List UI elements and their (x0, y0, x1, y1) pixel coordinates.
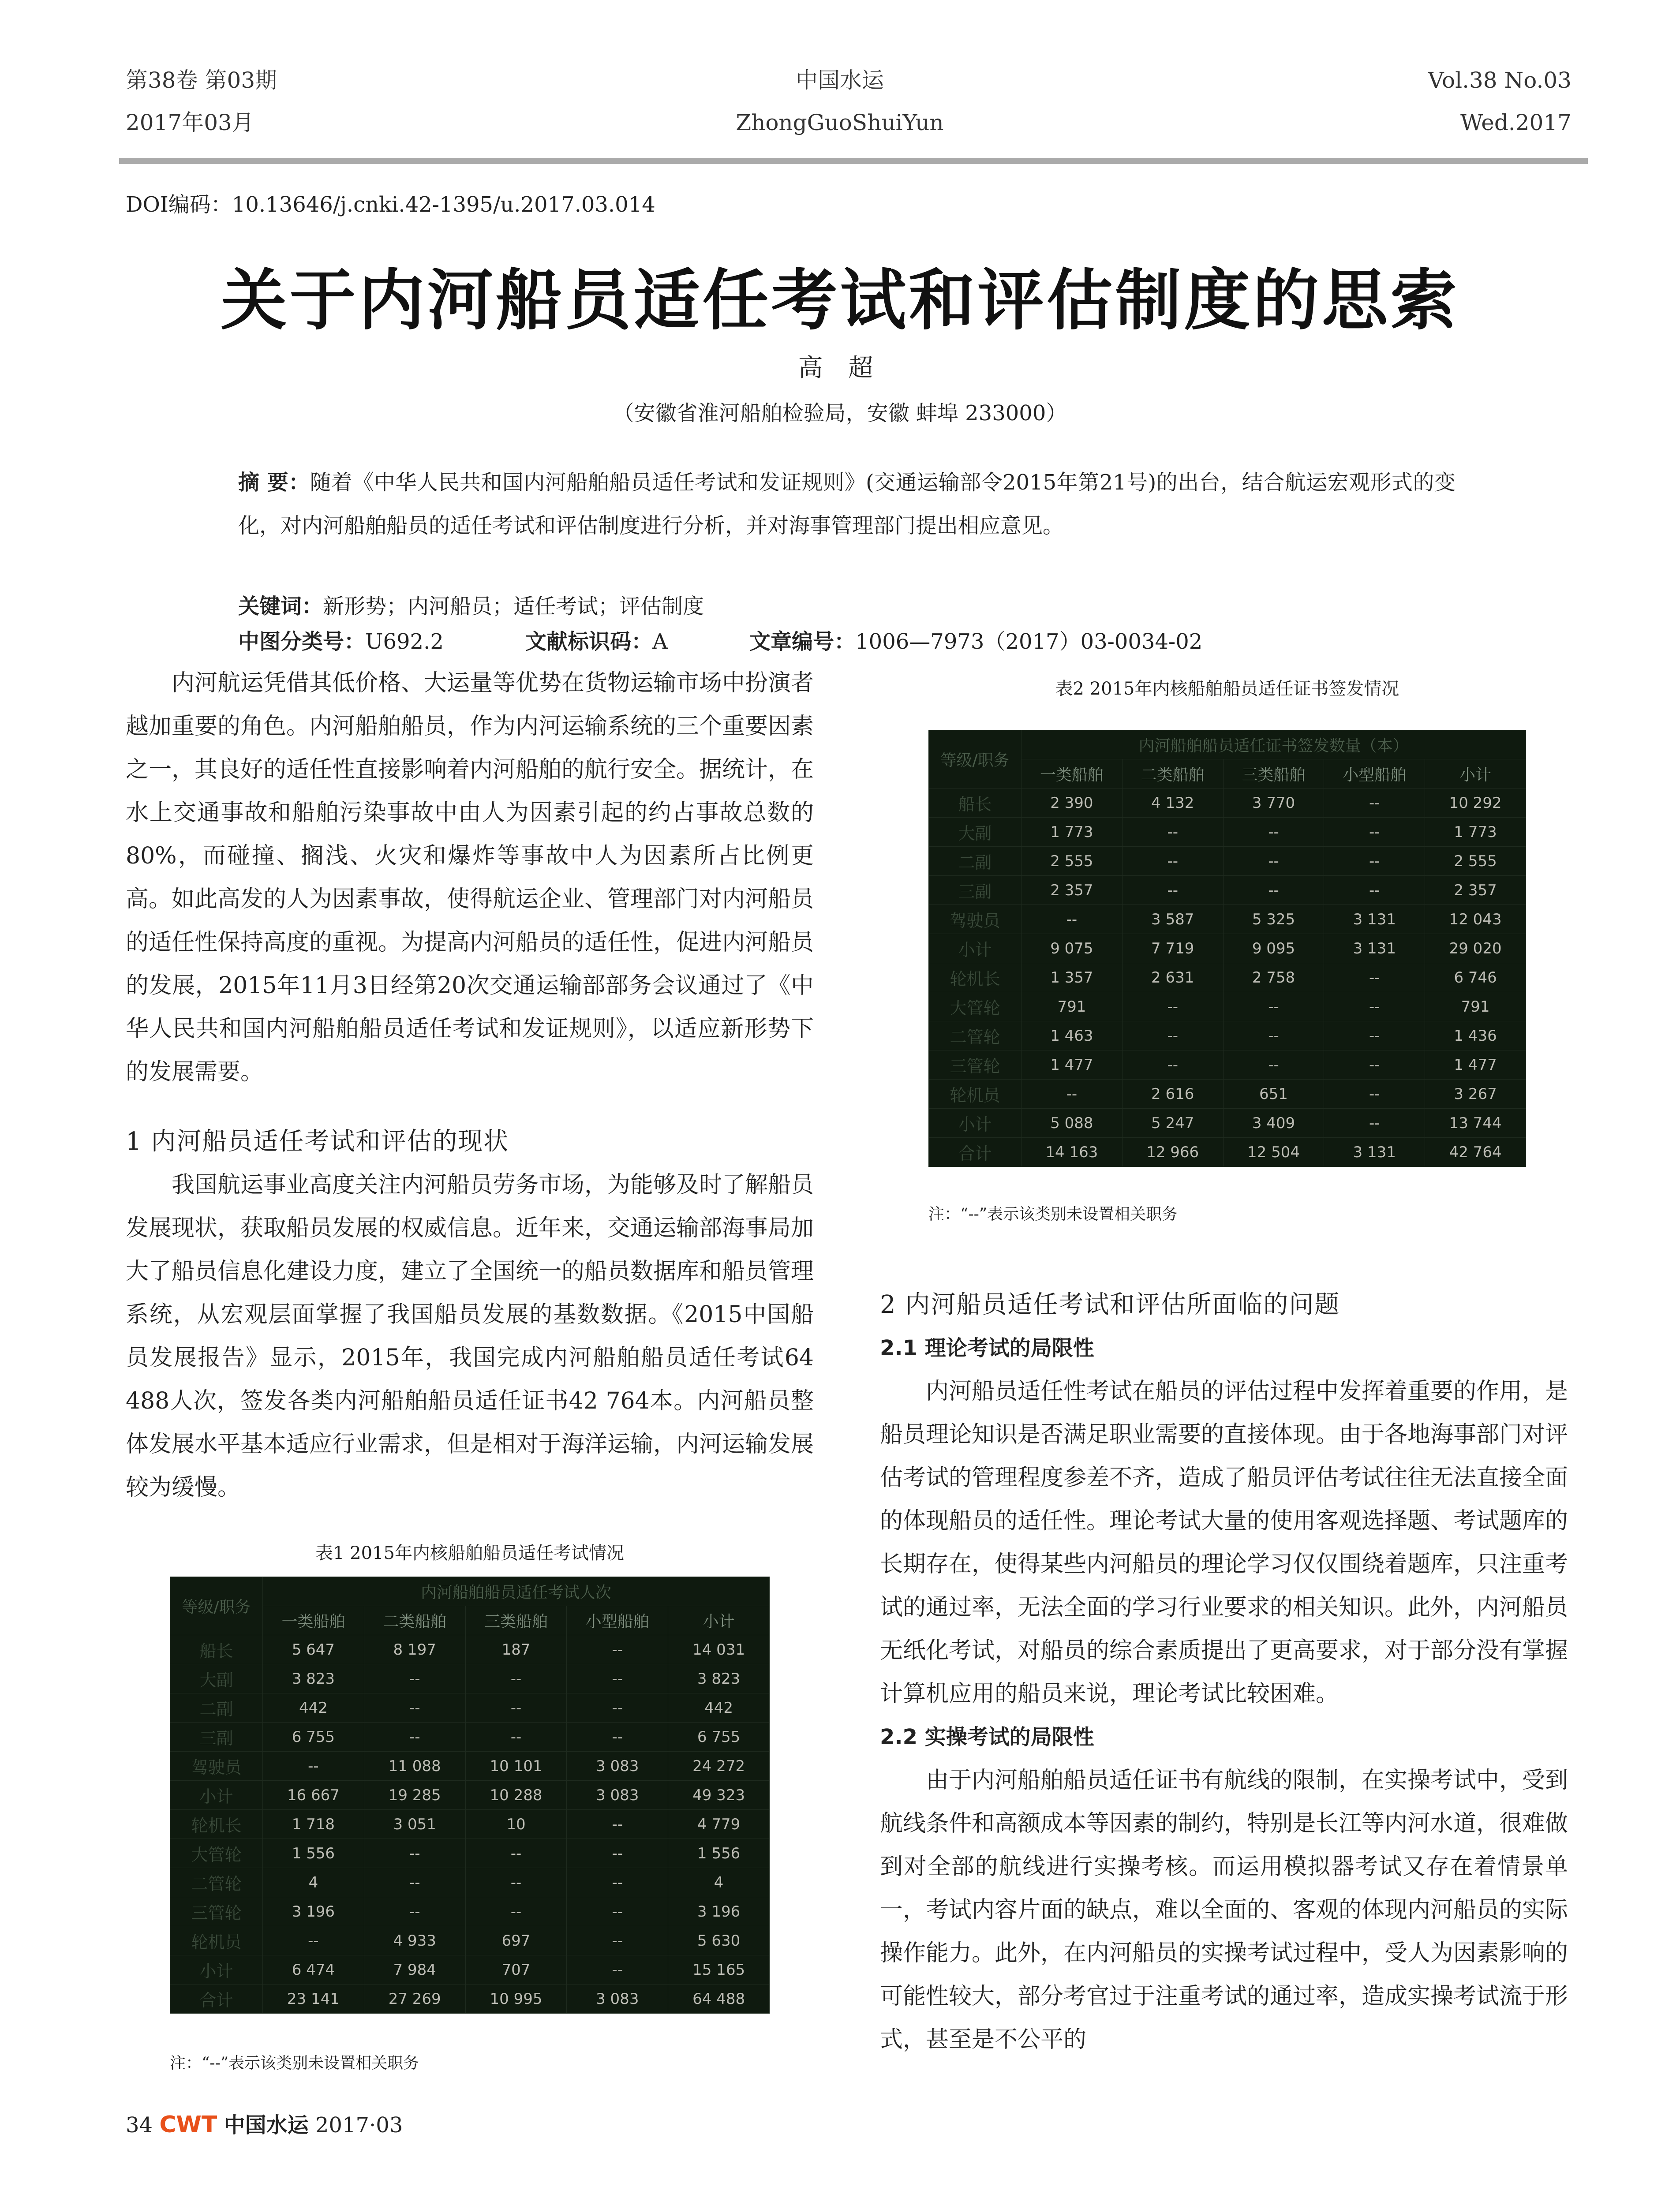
table-cell: 12 504 (1223, 1138, 1324, 1167)
table-cell: 3 131 (1324, 905, 1425, 934)
table1-column-header: 三类船舶 (465, 1606, 567, 1635)
row-label: 小计 (929, 1109, 1021, 1138)
table-cell: 6 755 (263, 1723, 364, 1752)
row-label: 驾驶员 (170, 1752, 263, 1781)
table-cell: 3 770 (1223, 789, 1324, 818)
table-row (929, 1080, 1526, 1109)
table-row (170, 1984, 770, 2014)
table-cell: -- (465, 1723, 567, 1752)
table-cell: 29 020 (1425, 934, 1526, 963)
table-row (929, 818, 1526, 847)
table-row (170, 1897, 770, 1926)
article-meta (238, 589, 1202, 659)
affiliation: （安徽省淮河船舶检验局，安徽 蚌埠 233000） (613, 401, 1067, 426)
table-cell: -- (465, 1868, 567, 1897)
table2 (928, 730, 1526, 1167)
table-cell: 64 488 (668, 1984, 770, 2014)
table-cell: 3 131 (1324, 934, 1425, 963)
table-row (929, 876, 1526, 905)
table-cell: 5 630 (668, 1926, 770, 1955)
header-rule (119, 158, 1588, 164)
table-cell: -- (364, 1693, 465, 1723)
table-cell: -- (465, 1664, 567, 1693)
page-footer (126, 2108, 403, 2138)
row-label: 船长 (929, 789, 1021, 818)
table-cell: -- (1122, 847, 1223, 876)
table-cell: 3 587 (1122, 905, 1223, 934)
table-cell: 4 779 (668, 1810, 770, 1839)
table1 (170, 1577, 770, 2014)
table-cell: 4 (263, 1868, 364, 1897)
table-cell: -- (1223, 847, 1324, 876)
table-cell: 15 165 (668, 1955, 770, 1984)
table-cell: -- (465, 1839, 567, 1868)
table-cell: 14 031 (668, 1635, 770, 1664)
table-cell: 9 095 (1223, 934, 1324, 963)
section1-paragraph: 我国航运事业高度关注内河船员劳务市场，为能够及时了解船员发展现状，获取船员发展的权威信息。近年来，交通运输部海事局加大了船员信息化建设力度，建立了全国统一的船员数据库和船员管理系统，从宏观层面掌握了我国船员发展的基数数据。《2015中国船员发展报告》显示，2015年，我国完成内河船舶船员适任考试64 488人次，签发各类内河船舶船员适任证书42 764本。内河船员整体发展水平基本适应行业需求，但是相对于海洋运输，内河运输发展较为缓慢。 (126, 1172, 814, 1501)
subsection2-heading: 2.2 实操考试的局限性 (880, 1725, 1094, 1749)
abstract (238, 461, 1456, 547)
table1-group-header: 内河船舶船员适任考试人次 (263, 1577, 770, 1606)
table-cell: -- (567, 1810, 668, 1839)
table-cell: 12 966 (1122, 1138, 1223, 1167)
table-cell: 1 463 (1021, 1021, 1122, 1050)
table-cell: 3 409 (1223, 1109, 1324, 1138)
table-row (929, 934, 1526, 963)
row-label: 合计 (929, 1138, 1021, 1167)
row-label: 三管轮 (170, 1897, 263, 1926)
table-row (929, 963, 1526, 992)
table-cell: -- (465, 1693, 567, 1723)
table-row (929, 1021, 1526, 1050)
table-cell: 2 631 (1122, 963, 1223, 992)
table-cell: -- (1324, 1050, 1425, 1080)
row-label: 二管轮 (929, 1021, 1021, 1050)
row-label: 二管轮 (170, 1868, 263, 1897)
table-cell: -- (1223, 876, 1324, 905)
table1-column-header: 一类船舶 (263, 1606, 364, 1635)
table-row (929, 1138, 1526, 1167)
header-date-en: Wed.2017 (1460, 110, 1571, 135)
table-cell: -- (1324, 847, 1425, 876)
table-cell: 3 083 (567, 1752, 668, 1781)
table-cell: 707 (465, 1955, 567, 1984)
table-cell: 24 272 (668, 1752, 770, 1781)
doc-code-value: A (652, 629, 668, 654)
table-cell: 3 823 (668, 1664, 770, 1693)
table-cell: -- (567, 1897, 668, 1926)
table-cell: -- (567, 1868, 668, 1897)
table-cell: 3 131 (1324, 1138, 1425, 1167)
table-cell: -- (1324, 818, 1425, 847)
keywords (238, 589, 1202, 624)
table2-caption: 表2 2015年内核船舶船员适任证书签发情况 (1055, 679, 1399, 699)
table-cell: -- (1324, 963, 1425, 992)
table-cell: 23 141 (263, 1984, 364, 2014)
table-cell: 2 555 (1021, 847, 1122, 876)
row-label: 三管轮 (929, 1050, 1021, 1080)
table-cell: 2 616 (1122, 1080, 1223, 1109)
row-label: 轮机员 (170, 1926, 263, 1955)
table-cell: -- (364, 1664, 465, 1693)
table-cell: -- (364, 1897, 465, 1926)
table-cell: -- (1122, 992, 1223, 1021)
table-cell: 791 (1021, 992, 1122, 1021)
table-cell: 5 647 (263, 1635, 364, 1664)
abstract-label: 摘 要： (238, 470, 310, 495)
table-cell: 651 (1223, 1080, 1324, 1109)
table-cell: 8 197 (364, 1635, 465, 1664)
row-label: 大副 (170, 1664, 263, 1693)
row-label: 合计 (170, 1984, 263, 2014)
table-cell: -- (364, 1723, 465, 1752)
table-cell: 1 718 (263, 1810, 364, 1839)
row-label: 二副 (929, 847, 1021, 876)
right-column (880, 1283, 1568, 2061)
table-cell: -- (465, 1897, 567, 1926)
table-cell: 1 773 (1425, 818, 1526, 847)
table2-column-header: 三类船舶 (1223, 759, 1324, 789)
table-row (170, 1752, 770, 1781)
author: 高 超 (798, 354, 882, 382)
table1-note: 注：“--”表示该类别未设置相关职务 (170, 2054, 419, 2072)
subsection1-paragraph: 内河船员适任性考试在船员的评估过程中发挥着重要的作用，是船员理论知识是否满足职业需要的直接体现。由于各地海事部门对评估考试的管理程度参差不齐，造成了船员评估考试往往无法直接全面的体现船员的适任性。理论考试大量的使用客观选择题、考试题库的长期存在，使得某些内河船员的理论学习仅仅围绕着题库，只注重考试的通过率，无法全面的学习行业要求的相关知识。此外，内河船员无纸化考试，对船员的综合素质提出了更高要求，对于部分没有掌握计算机应用的船员来说，理论考试比较困难。 (880, 1378, 1568, 1707)
table2-column-header: 一类船舶 (1021, 759, 1122, 789)
row-label: 小计 (170, 1781, 263, 1810)
table-cell: 1 556 (668, 1839, 770, 1868)
table-cell: 4 933 (364, 1926, 465, 1955)
table-cell: 1 477 (1425, 1050, 1526, 1080)
row-label: 驾驶员 (929, 905, 1021, 934)
table-cell: 42 764 (1425, 1138, 1526, 1167)
table-cell: -- (1223, 1021, 1324, 1050)
table-cell: 5 088 (1021, 1109, 1122, 1138)
article-number-value: 1006—7973（2017）03-0034-02 (855, 629, 1203, 654)
table-cell: 3 196 (668, 1897, 770, 1926)
table-cell: -- (1324, 1080, 1425, 1109)
clc-label: 中图分类号： (238, 629, 366, 654)
table-cell: 6 755 (668, 1723, 770, 1752)
row-label: 二副 (170, 1693, 263, 1723)
doi: DOI编码：10.13646/j.cnki.42-1395/u.2017.03.014 (126, 192, 655, 217)
table-row (170, 1955, 770, 1984)
table-cell: -- (364, 1868, 465, 1897)
table-cell: -- (1122, 1021, 1223, 1050)
table-cell: 7 984 (364, 1955, 465, 1984)
table-row (929, 905, 1526, 934)
table-cell: 4 (668, 1868, 770, 1897)
table2-column-header: 小计 (1425, 759, 1526, 789)
row-label: 轮机员 (929, 1080, 1021, 1109)
header-vol-en: Vol.38 No.03 (1428, 67, 1571, 93)
header-journal-pinyin: ZhongGuoShuiYun (736, 110, 944, 135)
table1-caption: 表1 2015年内核船舶船员适任考试情况 (315, 1543, 624, 1563)
subsection1-heading: 2.1 理论考试的局限性 (880, 1336, 1094, 1360)
table-cell: 2 357 (1021, 876, 1122, 905)
row-label: 船长 (170, 1635, 263, 1664)
header-journal-cn: 中国水运 (796, 67, 884, 93)
table-cell: -- (1223, 992, 1324, 1021)
journal-logo: CWT (159, 2112, 217, 2138)
table-cell: 19 285 (364, 1781, 465, 1810)
table-row (170, 1723, 770, 1752)
article-number-label: 文章编号： (749, 629, 856, 654)
table-row (929, 1050, 1526, 1080)
intro-paragraph: 内河航运凭借其低价格、大运量等优势在货物运输市场中扮演者越加重要的角色。内河船舶船员，作为内河运输系统的三个重要因素之一，其良好的适任性直接影响着内河船舶的航行安全。据统计，在水上交通事故和船舶污染事故中由人为因素引起的约占事故总数的80%，而碰撞、搁浅、火灾和爆炸等事故中人为因素所占比例更高。如此高发的人为因素事故，使得航运企业、管理部门对内河船员的适任性保持高度的重视。为提高内河船员的适任性，促进内河船员的发展，2015年11月3日经第20次交通运输部部务会议通过了《中华人民共和国内河船舶船员适任考试和发证规则》，以适应新形势下的发展需要。 (126, 670, 814, 1085)
table-cell: 14 163 (1021, 1138, 1122, 1167)
table-cell: 27 269 (364, 1984, 465, 2014)
keywords-label: 关键词： (238, 594, 323, 619)
left-column (126, 662, 814, 1509)
table-cell: 2 357 (1425, 876, 1526, 905)
table-cell: -- (1223, 818, 1324, 847)
table-cell: 1 773 (1021, 818, 1122, 847)
table2-corner-header: 等级/职务 (929, 730, 1021, 789)
table-cell: 2 758 (1223, 963, 1324, 992)
row-label: 三副 (929, 876, 1021, 905)
table-row (170, 1868, 770, 1897)
table1-column-header: 二类船舶 (364, 1606, 465, 1635)
table-cell: -- (1122, 876, 1223, 905)
table-cell: -- (364, 1839, 465, 1868)
table-cell: -- (567, 1955, 668, 1984)
table-cell: 1 436 (1425, 1021, 1526, 1050)
table2-column-header: 二类船舶 (1122, 759, 1223, 789)
table-cell: 3 823 (263, 1664, 364, 1693)
abstract-text: 随着《中华人民共和国内河船舶船员适任考试和发证规则》(交通运输部令2015年第21号)的出台，结合航运宏观形式的变化，对内河船舶船员的适任考试和评估制度进行分析，并对海事管理部门提出相应意见。 (238, 470, 1456, 538)
table-cell: -- (1324, 992, 1425, 1021)
table-cell: 442 (668, 1693, 770, 1723)
row-label: 大管轮 (929, 992, 1021, 1021)
table-cell: -- (567, 1839, 668, 1868)
header-date: 2017年03月 (126, 110, 254, 135)
table-cell: 11 088 (364, 1752, 465, 1781)
table-row (170, 1839, 770, 1868)
table-cell: 10 292 (1425, 789, 1526, 818)
table-cell: 5 247 (1122, 1109, 1223, 1138)
table-cell: 5 325 (1223, 905, 1324, 934)
footer-issue: 2017·03 (315, 2113, 403, 2138)
table-cell: 791 (1425, 992, 1526, 1021)
table-cell: 10 288 (465, 1781, 567, 1810)
keywords-text: 新形势；内河船员；适任考试；评估制度 (323, 594, 704, 619)
table-cell: -- (1021, 1080, 1122, 1109)
table-cell: 6 474 (263, 1955, 364, 1984)
table-row (170, 1693, 770, 1723)
table-cell: -- (567, 1664, 668, 1693)
section1-heading: 1 内河船员适任考试和评估的现状 (126, 1127, 509, 1156)
table-cell: -- (1021, 905, 1122, 934)
section2-heading: 2 内河船员适任考试和评估所面临的问题 (880, 1290, 1340, 1319)
classification (238, 624, 1202, 659)
table-cell: 49 323 (668, 1781, 770, 1810)
table1-column-header: 小型船舶 (567, 1606, 668, 1635)
row-label: 大副 (929, 818, 1021, 847)
table-row (929, 847, 1526, 876)
article-title: 关于内河船员适任考试和评估制度的思索 (221, 262, 1459, 339)
table-cell: 3 196 (263, 1897, 364, 1926)
table-cell: 7 719 (1122, 934, 1223, 963)
row-label: 三副 (170, 1723, 263, 1752)
page-number: 34 (126, 2113, 153, 2138)
table-cell: -- (1122, 1050, 1223, 1080)
table-cell: 10 101 (465, 1752, 567, 1781)
table-cell: -- (1324, 789, 1425, 818)
table-cell: 697 (465, 1926, 567, 1955)
table-row (929, 992, 1526, 1021)
table-cell: 10 995 (465, 1984, 567, 2014)
table-row (170, 1926, 770, 1955)
row-label: 轮机长 (170, 1810, 263, 1839)
table-cell: -- (1324, 876, 1425, 905)
table-cell: 6 746 (1425, 963, 1526, 992)
table-cell: -- (567, 1723, 668, 1752)
table-cell: -- (567, 1693, 668, 1723)
table-cell: 9 075 (1021, 934, 1122, 963)
footer-journal-name: 中国水运 (224, 2113, 309, 2138)
table-cell: 2 390 (1021, 789, 1122, 818)
table2-column-header: 小型船舶 (1324, 759, 1425, 789)
table-cell: 3 267 (1425, 1080, 1526, 1109)
row-label: 小计 (929, 934, 1021, 963)
header-volume: 第38卷 第03期 (126, 67, 277, 93)
table-cell: 16 667 (263, 1781, 364, 1810)
table1-corner-header: 等级/职务 (170, 1577, 263, 1635)
table-cell: -- (567, 1635, 668, 1664)
subsection2-paragraph: 由于内河船舶船员适任证书有航线的限制，在实操考试中，受到航线条件和高额成本等因素的制约，特别是长江等内河水道，很难做到对全部的航线进行实操考核。而运用模拟器考试又存在着情景单一，考试内容片面的缺点，难以全面的、客观的体现内河船员的实际操作能力。此外，在内河船员的实操考试过程中，受人为因素影响的可能性较大，部分考官过于注重考试的通过率，造成实操考试流于形式，甚至是不公平的 (880, 1767, 1568, 2053)
table-row (170, 1781, 770, 1810)
table-row (170, 1664, 770, 1693)
table-cell: -- (1223, 1050, 1324, 1080)
table-cell: 442 (263, 1693, 364, 1723)
row-label: 轮机长 (929, 963, 1021, 992)
table-cell: 10 (465, 1810, 567, 1839)
table2-group-header: 内河船舶船员适任证书签发数量（本） (1021, 730, 1526, 759)
table1-column-header: 小计 (668, 1606, 770, 1635)
table-row (929, 1109, 1526, 1138)
table-cell: -- (1122, 818, 1223, 847)
table-cell: 3 083 (567, 1984, 668, 2014)
table2-note: 注：“--”表示该类别未设置相关职务 (928, 1205, 1178, 1223)
table-cell: 1 556 (263, 1839, 364, 1868)
doc-code-label: 文献标识码： (525, 629, 653, 654)
table-cell: 13 744 (1425, 1109, 1526, 1138)
table-cell: 4 132 (1122, 789, 1223, 818)
table-cell: 1 357 (1021, 963, 1122, 992)
table-cell: 3 051 (364, 1810, 465, 1839)
table-cell: 187 (465, 1635, 567, 1664)
table-cell: -- (263, 1926, 364, 1955)
table-cell: -- (263, 1752, 364, 1781)
table-cell: -- (1324, 1021, 1425, 1050)
row-label: 大管轮 (170, 1839, 263, 1868)
table-cell: -- (567, 1926, 668, 1955)
clc-value: U692.2 (365, 629, 444, 654)
table-cell: 3 083 (567, 1781, 668, 1810)
table-row (929, 789, 1526, 818)
row-label: 小计 (170, 1955, 263, 1984)
table-cell: -- (1324, 1109, 1425, 1138)
table-row (170, 1635, 770, 1664)
table-cell: 2 555 (1425, 847, 1526, 876)
table-cell: 1 477 (1021, 1050, 1122, 1080)
table-row (170, 1810, 770, 1839)
table-cell: 12 043 (1425, 905, 1526, 934)
